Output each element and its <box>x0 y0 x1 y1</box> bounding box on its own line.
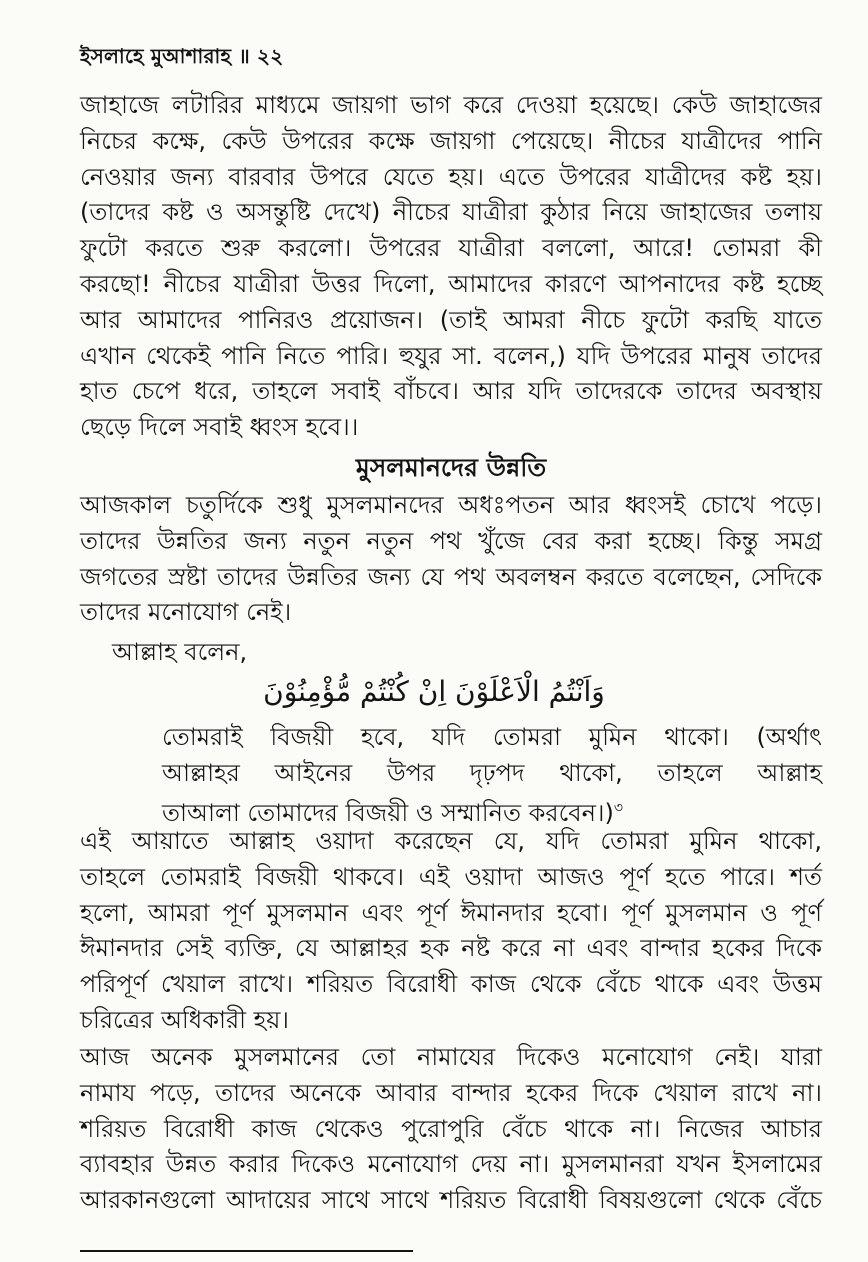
text-line: শরিয়ত বিরোধী কাজ থেকেও পুরোপুরি বেঁচে থাকে না। নিজের আচার <box>80 1114 822 1143</box>
text-line: পরিপূর্ণ খেয়াল রাখে। শরিয়ত বিরোধী কাজ থেকে বেঁচে থাকে এবং উত্তম <box>80 970 822 999</box>
text-line: নেওয়ার জন্য বারবার উপরে যেতে হয়। এতে উপরের যাত্রীদের কষ্ট হয়। <box>80 162 822 191</box>
text-line: হাত চেপে ধরে, তাহলে সবাই বাঁচবে। আর যদি তাদেরকে তাদের অবস্থায় <box>80 377 822 406</box>
text-line: ছেড়ে দিলে সবাই ধ্বংস হবে।। <box>80 413 359 442</box>
paragraph-ship-parable <box>80 88 822 446</box>
section-heading <box>80 450 822 486</box>
text-line: ফুটো করতে শুরু করলো। উপরের যাত্রীরা বললো, আরে! তোমরা কী <box>80 234 822 263</box>
translation-end: তাআলা তোমাদের বিজয়ী ও সম্মানিত করবেন।) <box>162 799 614 827</box>
text-line: আল্লাহর আইনের উপর দৃঢ়পদ থাকো, তাহলে আল্লাহ <box>162 758 822 787</box>
text-line: তাদের মনোযোগ নেই। <box>80 598 292 627</box>
footnote-divider <box>80 1250 413 1252</box>
text-line: ব্যাবহার উন্নত করার দিকেও মনোযোগ দেয় না। মুসলমানরা যখন ইসলামের <box>80 1150 822 1179</box>
text-line: তাদের উন্নতির জন্য নতুন নতুন পথ খুঁজে বের করা হচ্ছে। কিন্তু সমগ্র <box>80 526 822 555</box>
paragraph-prayer-neglect <box>80 1040 822 1219</box>
text-line: নিচের কক্ষে, কেউ উপরের কক্ষে জায়গা পেয়েছে। নীচের যাত্রীদের পানি <box>80 126 822 155</box>
text-line: নামায পড়ে, তাদের অনেকে আবার বান্দার হকের দিকে খেয়াল রাখে না। <box>80 1078 822 1107</box>
text-line: এই আয়াতে আল্লাহ ওয়াদা করেছেন যে, যদি তোমরা মুমিন থাকো, <box>80 827 822 855</box>
text-line: (তাদের কষ্ট ও অসন্তুষ্টি দেখে) নীচের যাত্রীরা কুঠার নিয়ে জাহাজের তলায় <box>80 198 822 227</box>
text-line: ঈমানদার সেই ব্যক্তি, যে আল্লাহর হক নষ্ট করে না এবং বান্দার হকের দিকে <box>80 934 822 963</box>
verse-translation <box>162 720 822 827</box>
section-heading-text: মুসলমানদের উন্নতি <box>355 453 547 482</box>
running-header: ইসলাহে মুআশারাহ ॥ ২২ <box>80 44 284 68</box>
arabic-verse: وَاَنْتُمُ الْاَعْلَوْنَ اِنْ كُنْتُمْ مُّؤْمِنُوْنَ <box>263 675 605 708</box>
paragraph-muslim-progress <box>80 488 822 631</box>
footnote-marker: ৩ <box>613 800 623 816</box>
text-line: আর আমাদের পানিরও প্রয়োজন। (তাই আমরা নীচে ফুটো করছি যাতে <box>80 305 822 334</box>
text-line: এখান থেকেই পানি নিতে পারি। হুযুর সা. বলেন,) যদি উপরের মানুষ তাদের <box>80 341 822 370</box>
text-line: তোমরাই বিজয়ী হবে, যদি তোমরা মুমিন থাকো। (অর্থাৎ <box>162 723 822 751</box>
allah-says-line: আল্লাহ বলেন, <box>112 638 248 666</box>
text-line: আজকাল চতুর্দিকে শুধু মুসলমানদের অধঃপতন আর ধ্বংসই চোখে পড়ে। <box>80 491 822 519</box>
text-line: চরিত্রের অধিকারী হয়। <box>80 1005 290 1034</box>
text-line: জগতের স্রষ্টা তাদের উন্নতির জন্য যে পথ অবলম্বন করতে বলেছেন, সেদিকে <box>80 562 822 591</box>
text-line: আজ অনেক মুসলমানের তো নামাযের দিকেও মনোযোগ নেই। যারা <box>80 1043 822 1071</box>
text-line: হলো, আমরা পূর্ণ মুসলমান এবং পূর্ণ ঈমানদার হবো। পূর্ণ মুসলমান ও পূর্ণ <box>80 898 822 927</box>
text-line <box>162 791 822 827</box>
text-line: করছো! নীচের যাত্রীরা উত্তর দিলো, আমাদের কারণে আপনাদের কষ্ট হচ্ছে <box>80 269 822 298</box>
text-line: আরকানগুলো আদায়ের সাথে সাথে শরিয়ত বিরোধী বিষয়গুলো থেকে বেঁচে <box>80 1186 822 1215</box>
text-line: তাহলে তোমরাই বিজয়ী থাকবে। এই ওয়াদা আজও পূর্ণ হতে পারে। শর্ত <box>80 862 822 891</box>
paragraph-verse-explanation <box>80 824 822 1039</box>
text-line: জাহাজে লটারির মাধ্যমে জায়গা ভাগ করে দেওয়া হয়েছে। কেউ জাহাজের <box>80 91 822 119</box>
